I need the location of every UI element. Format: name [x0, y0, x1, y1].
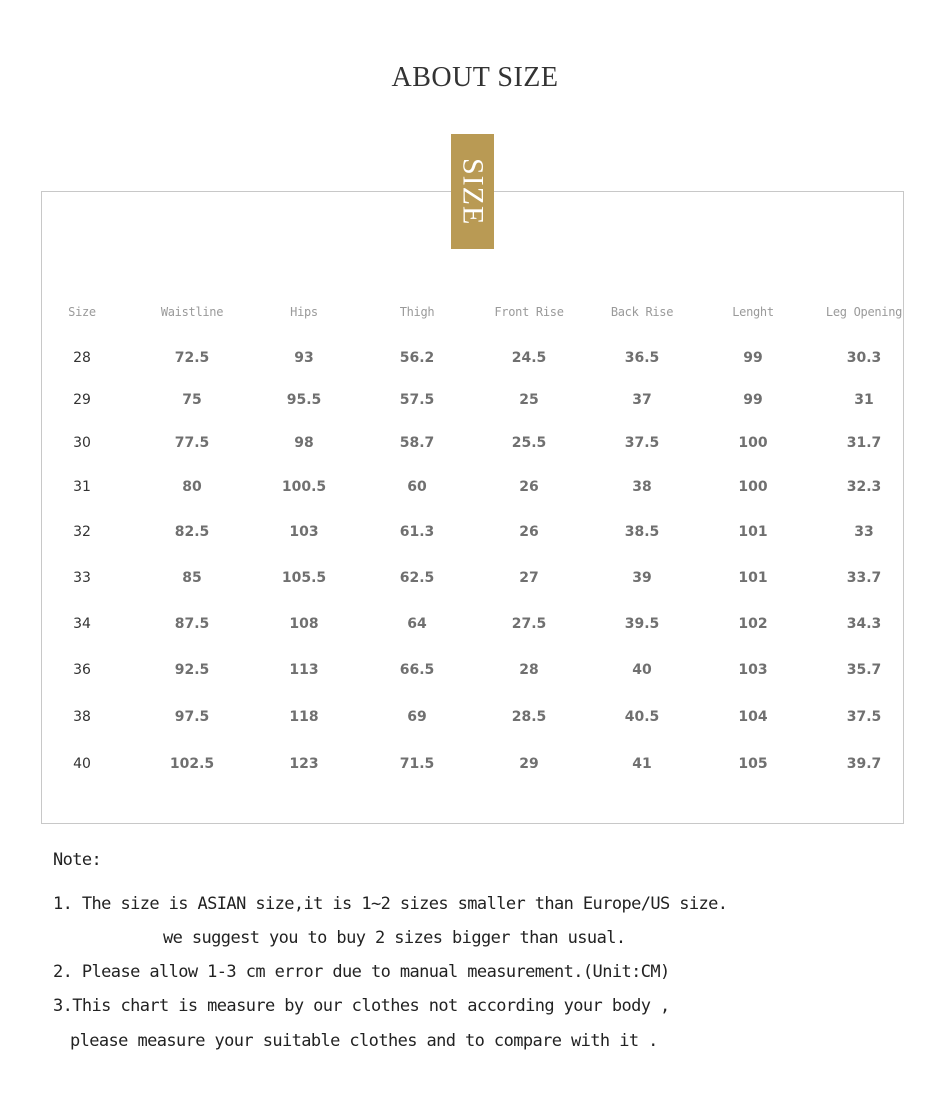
- measurement-cell: 102.5: [169, 756, 215, 772]
- measurement-cell: 25: [519, 392, 539, 408]
- note-line-1-continued: we suggest you to buy 2 sizes bigger than usual.: [163, 928, 626, 948]
- measurement-cell: 104: [738, 709, 768, 725]
- measurement-cell: 28.5: [511, 709, 547, 725]
- size-table-frame: [41, 191, 904, 824]
- header-size: Size: [68, 305, 96, 319]
- measurement-cell: 71.5: [399, 756, 435, 772]
- measurement-cell: 60: [407, 479, 427, 495]
- measurement-cell: 80: [182, 479, 202, 495]
- measurement-cell: 77.5: [174, 435, 210, 451]
- size-value-cell: 36: [73, 662, 91, 678]
- header-front-rise: Front Rise: [494, 305, 564, 319]
- header-thigh: Thigh: [399, 305, 435, 319]
- measurement-cell: 82.5: [174, 524, 210, 540]
- measurement-cell: 25.5: [511, 435, 547, 451]
- measurement-cell: 98: [294, 435, 314, 451]
- measurement-cell: 38: [632, 479, 652, 495]
- measurement-cell: 99: [743, 392, 763, 408]
- measurement-cell: 31: [854, 392, 874, 408]
- measurement-cell: 39.5: [624, 616, 660, 632]
- size-value-cell: 28: [73, 350, 91, 366]
- measurement-cell: 26: [519, 524, 539, 540]
- measurement-cell: 34.3: [846, 616, 882, 632]
- measurement-cell: 99: [743, 350, 763, 366]
- measurement-cell: 32.3: [846, 479, 882, 495]
- note-line-3: 3.This chart is measure by our clothes not according your body ,: [53, 996, 670, 1016]
- size-value-cell: 32: [73, 524, 91, 540]
- measurement-cell: 37.5: [624, 435, 660, 451]
- measurement-cell: 30.3: [846, 350, 882, 366]
- size-value-cell: 38: [73, 709, 91, 725]
- measurement-cell: 75: [182, 392, 202, 408]
- measurement-cell: 93: [294, 350, 314, 366]
- measurement-cell: 69: [407, 709, 427, 725]
- note-line-1: 1. The size is ASIAN size,it is 1~2 sizes smaller than Europe/US size.: [53, 894, 728, 914]
- note-line-2: 2. Please allow 1-3 cm error due to manual measurement.(Unit:CM): [53, 962, 670, 982]
- measurement-cell: 62.5: [399, 570, 435, 586]
- measurement-cell: 35.7: [846, 662, 882, 678]
- measurement-cell: 85: [182, 570, 202, 586]
- header-hips: Hips: [290, 305, 318, 319]
- note-line-3-continued: please measure your suitable clothes and to compare with it .: [70, 1031, 658, 1051]
- size-value-cell: 40: [73, 756, 91, 772]
- measurement-cell: 100: [738, 435, 768, 451]
- measurement-cell: 40.5: [624, 709, 660, 725]
- measurement-cell: 28: [519, 662, 539, 678]
- measurement-cell: 108: [289, 616, 319, 632]
- header-leg-opening: Leg Opening: [825, 305, 903, 319]
- measurement-cell: 37.5: [846, 709, 882, 725]
- measurement-cell: 58.7: [399, 435, 435, 451]
- measurement-cell: 41: [632, 756, 652, 772]
- page-title: ABOUT SIZE: [391, 62, 559, 93]
- measurement-cell: 39.7: [846, 756, 882, 772]
- size-value-cell: 31: [73, 479, 91, 495]
- notes-heading: Note:: [53, 850, 102, 870]
- header-length: Lenght: [732, 305, 774, 319]
- measurement-cell: 113: [289, 662, 319, 678]
- measurement-cell: 118: [289, 709, 319, 725]
- header-back-rise: Back Rise: [610, 305, 674, 319]
- measurement-cell: 38.5: [624, 524, 660, 540]
- measurement-cell: 103: [289, 524, 319, 540]
- size-value-cell: 34: [73, 616, 91, 632]
- header-waistline: Waistline: [160, 305, 224, 319]
- measurement-cell: 27.5: [511, 616, 547, 632]
- measurement-cell: 33: [854, 524, 874, 540]
- measurement-cell: 101: [738, 570, 768, 586]
- measurement-cell: 97.5: [174, 709, 210, 725]
- measurement-cell: 27: [519, 570, 539, 586]
- measurement-cell: 100.5: [281, 479, 327, 495]
- measurement-cell: 103: [738, 662, 768, 678]
- measurement-cell: 39: [632, 570, 652, 586]
- measurement-cell: 102: [738, 616, 768, 632]
- measurement-cell: 33.7: [846, 570, 882, 586]
- size-badge: [451, 134, 494, 249]
- measurement-cell: 92.5: [174, 662, 210, 678]
- measurement-cell: 40: [632, 662, 652, 678]
- measurement-cell: 100: [738, 479, 768, 495]
- size-value-cell: 30: [73, 435, 91, 451]
- measurement-cell: 105.5: [281, 570, 327, 586]
- measurement-cell: 95.5: [286, 392, 322, 408]
- measurement-cell: 56.2: [399, 350, 435, 366]
- measurement-cell: 61.3: [399, 524, 435, 540]
- measurement-cell: 31.7: [846, 435, 882, 451]
- size-badge-label: SIZE: [456, 157, 490, 226]
- measurement-cell: 87.5: [174, 616, 210, 632]
- measurement-cell: 24.5: [511, 350, 547, 366]
- measurement-cell: 105: [738, 756, 768, 772]
- measurement-cell: 57.5: [399, 392, 435, 408]
- measurement-cell: 64: [407, 616, 427, 632]
- size-value-cell: 33: [73, 570, 91, 586]
- measurement-cell: 26: [519, 479, 539, 495]
- measurement-cell: 72.5: [174, 350, 210, 366]
- measurement-cell: 37: [632, 392, 652, 408]
- size-value-cell: 29: [73, 392, 91, 408]
- measurement-cell: 36.5: [624, 350, 660, 366]
- measurement-cell: 66.5: [399, 662, 435, 678]
- measurement-cell: 101: [738, 524, 768, 540]
- measurement-cell: 29: [519, 756, 539, 772]
- measurement-cell: 123: [289, 756, 319, 772]
